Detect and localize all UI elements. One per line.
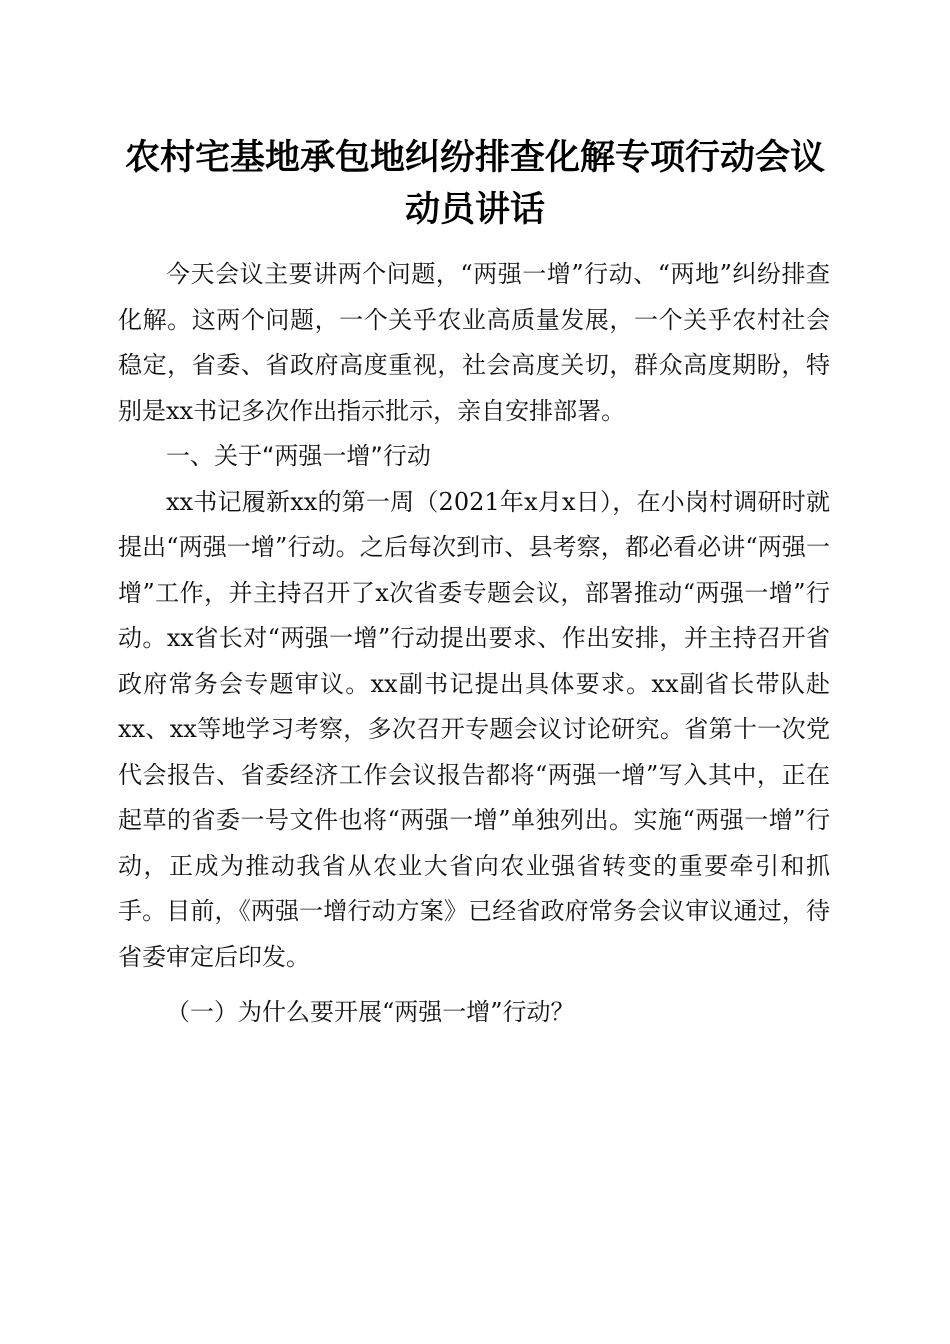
section-paragraph: xx书记履新xx的第一周（2021年x月x日），在小岗村调研时就提出“两强一增”行动。之后每次到市、县考察，都必看必讲“两强一增”工作，并主持召开了x次省委专题会议，部署推动“两强一增”行动。xx省长对“两强一增”行动提出要求、作出安排，并主持召开省政府常务会专题审议。xx副书记提出具体要求。xx副省长带队赴xx、xx等地学习考察，多次召开专题会议讨论研究。省第十一次党代会报告、省委经济工作会议报告都将“两强一增”写入其中，正在起草的省委一号文件也将“两强一增”单独列出。实施“两强一增”行动，正成为推动我省从农业大省向农业强省转变的重要牵引和抓手。目前，《两强一增行动方案》已经省政府常务会议审议通过，待省委审定后印发。 (118, 487, 830, 971)
section-heading: 一、关于“两强一增”行动 (166, 442, 431, 470)
document-body (118, 252, 830, 1036)
intro-paragraph: 今天会议主要讲两个问题，“两强一增”行动、“两地”纠纷排查化解。这两个问题，一个关乎农业高质量发展，一个关乎农村社会稳定，省委、省政府高度重视，社会高度关切，群众高度期盼，特别是xx书记多次作出指示批示，亲自安排部署。 (118, 260, 830, 425)
subsection-heading: （一）为什么要开展“两强一增”行动？ (166, 998, 575, 1026)
document-title: 农村宅基地承包地纠纷排查化解专项行动会议动员讲话 (124, 137, 825, 230)
